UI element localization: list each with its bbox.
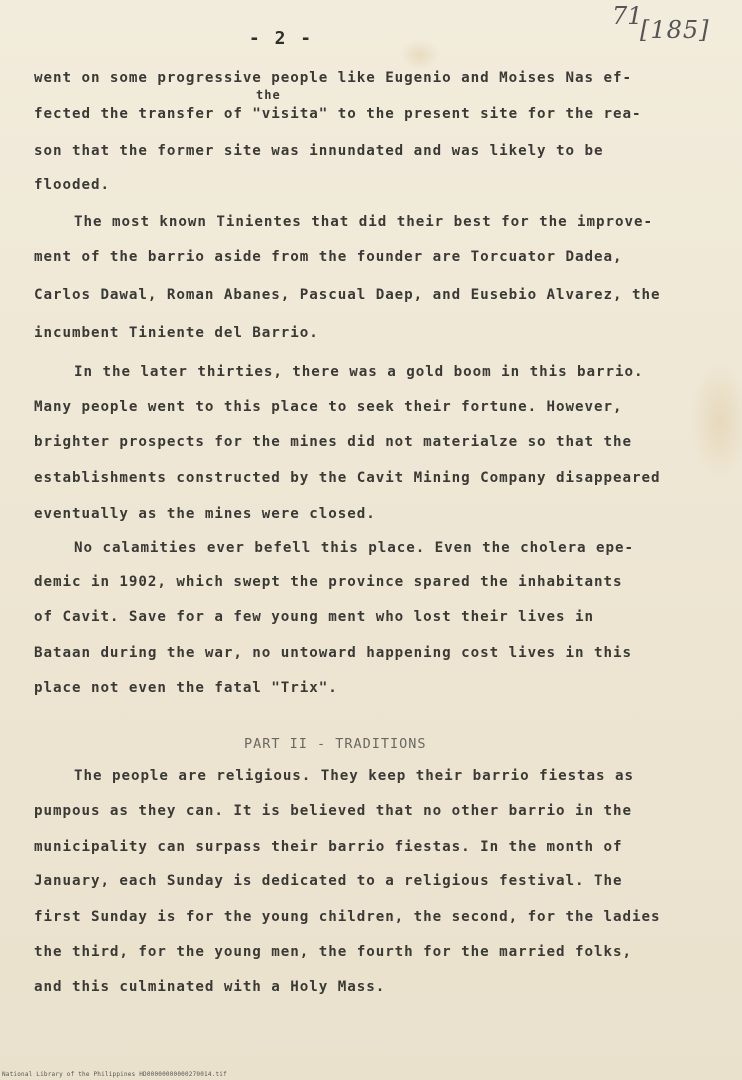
text-line: January, each Sunday is dedicated to a religious festival. The — [34, 873, 623, 889]
text-line: demic in 1902, which swept the province spared the inhabitants — [34, 574, 623, 590]
text-line: fected the transfer of "visita" to the present site for the rea- — [34, 106, 642, 122]
paper-stain — [400, 40, 440, 70]
page-number: - 2 - — [248, 28, 314, 49]
text-line: The most known Tinientes that did their best for the improve- — [74, 214, 653, 230]
text-line: flooded. — [34, 177, 110, 193]
text-line: son that the former site was innundated and was likely to be — [34, 143, 604, 159]
text-line: place not even the fatal "Trix". — [34, 680, 338, 696]
text-line: brighter prospects for the mines did not materialze so that the — [34, 434, 632, 450]
archive-footer: National Library of the Philippines HD00000000000270014.tif — [2, 1071, 227, 1078]
text-line: establishments constructed by the Cavit Mining Company disappeared — [34, 470, 661, 486]
section-heading: PART II - TRADITIONS — [244, 736, 427, 752]
text-line: No calamities ever befell this place. Even the cholera epe- — [74, 540, 635, 556]
text-line: went on some progressive people like Eugenio and Moises Nas ef- — [34, 70, 632, 86]
text-line: pumpous as they can. It is believed that no other barrio in the — [34, 803, 632, 819]
text-line: eventually as the mines were closed. — [34, 506, 376, 522]
text-line: municipality can surpass their barrio fiestas. In the month of — [34, 839, 623, 855]
handwritten-reference: [185] — [640, 16, 710, 44]
paper-stain — [690, 360, 742, 480]
text-line: and this culminated with a Holy Mass. — [34, 979, 386, 995]
text-line: Carlos Dawal, Roman Abanes, Pascual Daep, and Eusebio Alvarez, the — [34, 287, 661, 303]
text-line: Bataan during the war, no untoward happening cost lives in this — [34, 645, 632, 661]
text-line: of Cavit. Save for a few young ment who lost their lives in — [34, 609, 595, 625]
text-line: The people are religious. They keep their barrio fiestas as — [74, 768, 635, 784]
text-line: ment of the barrio aside from the founder are Torcuator Dadea, — [34, 249, 623, 265]
text-line: incumbent Tiniente del Barrio. — [34, 325, 319, 341]
text-line: first Sunday is for the young children, the second, for the ladies — [34, 909, 661, 925]
text-line: In the later thirties, there was a gold boom in this barrio. — [74, 364, 644, 380]
text-line: Many people went to this place to seek their fortune. However, — [34, 399, 623, 415]
inserted-word: the — [256, 88, 281, 102]
text-line: the third, for the young men, the fourth for the married folks, — [34, 944, 632, 960]
handwritten-page-number: 71 — [612, 2, 643, 30]
